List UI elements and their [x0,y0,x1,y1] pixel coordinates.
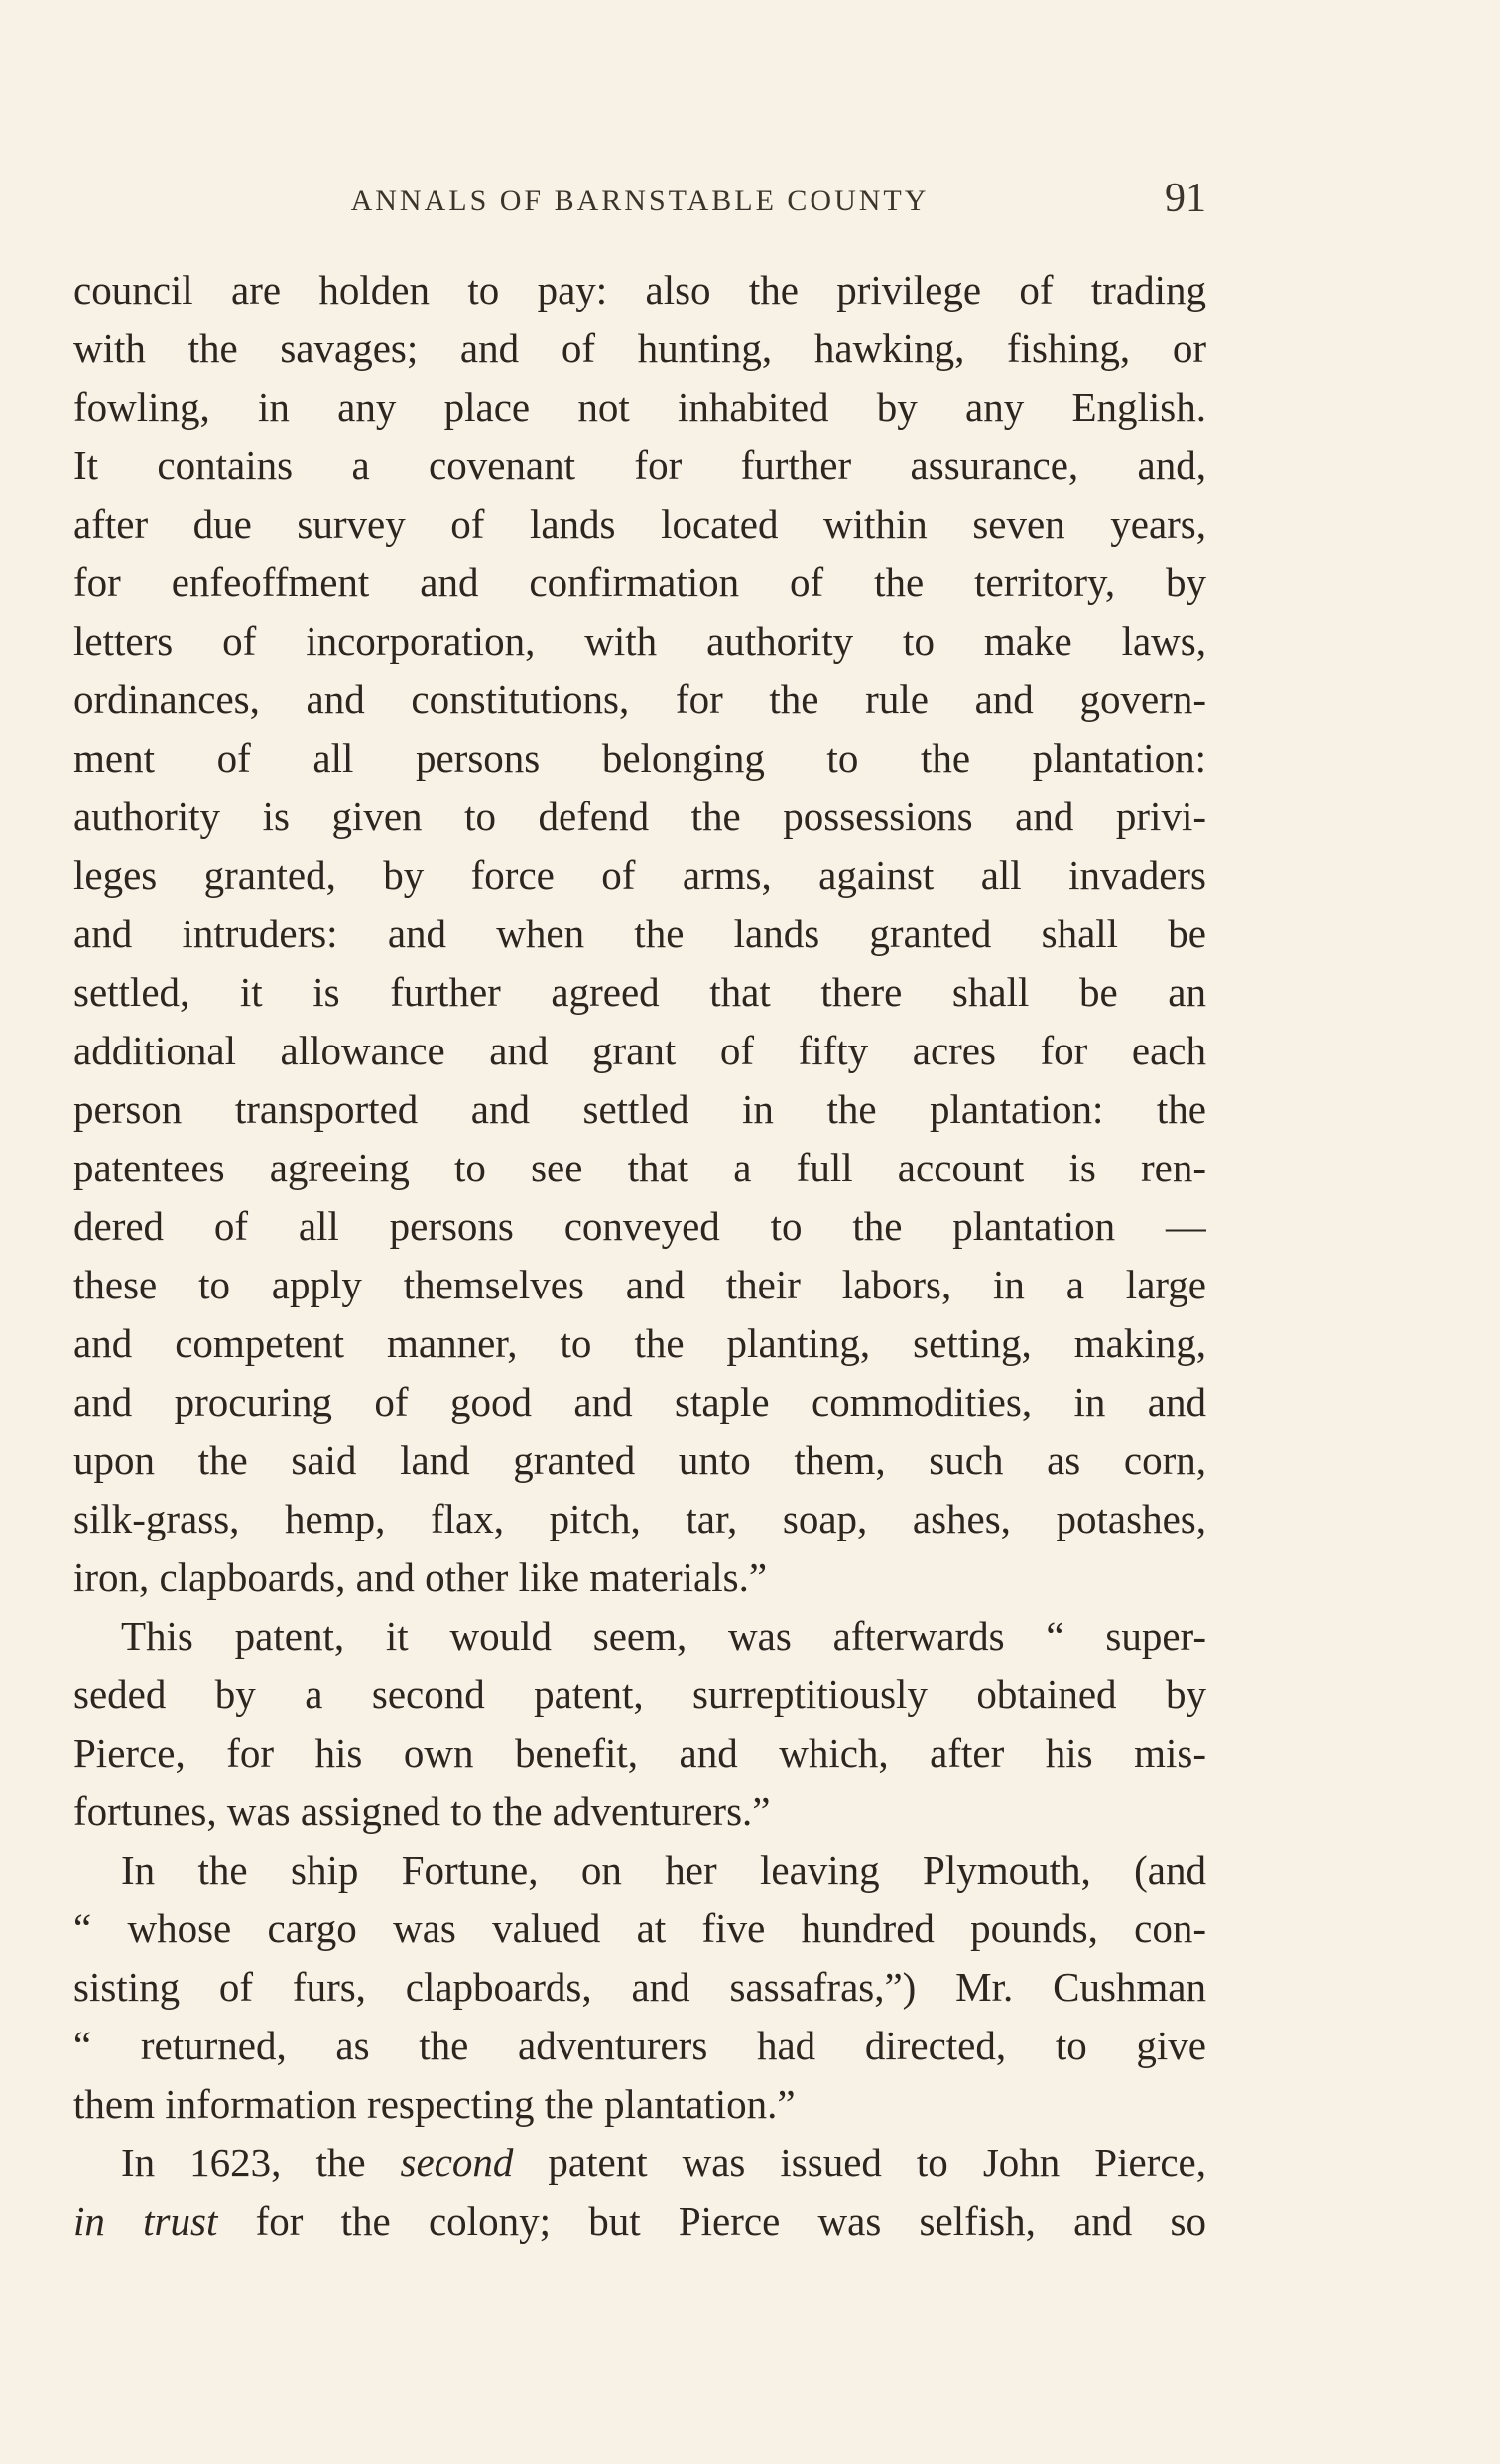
text-line: fortunes, was assigned to the adventurers.” [73,1788,771,1834]
text-line [73,2134,1206,2192]
text-line: iron, clapboards, and other like materials.” [73,1554,768,1600]
text-run: In 1623, the [121,2140,401,2185]
text-line: sisting of furs, clapboards, and sassafras,”) Mr. Cushman [73,1964,1206,2010]
text-line: In the ship Fortune, on her leaving Plymouth, (and [121,1847,1206,1893]
text-line: settled, it is further agreed that there shall be an [73,969,1206,1015]
body-text [73,261,1206,2251]
text-line: for enfeoffment and confirmation of the territory, by [73,559,1206,605]
running-head [73,175,1206,226]
text-line: This patent, it would seem, was afterwards “ super- [121,1613,1206,1659]
text-line: leges granted, by force of arms, against all invaders [73,852,1206,898]
text-line [73,2192,1206,2251]
text-line: dered of all persons conveyed to the plantation — [73,1203,1206,1249]
italic-word: second [400,2140,514,2185]
text-line: upon the said land granted unto them, such as corn, [73,1437,1206,1483]
text-line: after due survey of lands located within seven years, [73,501,1206,547]
text-line: person transported and settled in the plantation: the [73,1086,1206,1132]
text-line: letters of incorporation, with authority to make laws, [73,618,1206,664]
text-line: Pierce, for his own benefit, and which, after his mis- [73,1730,1206,1776]
text-line: additional allowance and grant of fifty acres for each [73,1028,1206,1073]
text-line: patentees agreeing to see that a full account is ren- [73,1145,1206,1190]
text-line: fowling, in any place not inhabited by any English. [73,384,1206,430]
text-line: “ whose cargo was valued at five hundred pounds, con- [73,1906,1206,1951]
text-run: patent was issued to John Pierce, [513,2140,1206,2185]
text-run: for the colony; but Pierce was selfish, and so [217,2198,1206,2244]
text-line: authority is given to defend the possessions and privi- [73,794,1206,839]
text-line: and intruders: and when the lands granted shall be [73,911,1206,956]
text-line: with the savages; and of hunting, hawking, fishing, or [73,325,1206,371]
text-line: and procuring of good and staple commodities, in and [73,1379,1206,1424]
text-line: these to apply themselves and their labors, in a large [73,1262,1206,1307]
italic-phrase: in trust [73,2198,218,2244]
text-line: them information respecting the plantation.” [73,2081,796,2127]
running-title: ANNALS OF BARNSTABLE COUNTY [350,185,930,217]
text-line: ordinances, and constitutions, for the rule and govern- [73,677,1206,722]
text-line: seded by a second patent, surreptitiously obtained by [73,1671,1206,1717]
page-number: 91 [1165,176,1206,221]
text-line: silk-grass, hemp, flax, pitch, tar, soap, ashes, potashes, [73,1496,1206,1541]
text-line: ment of all persons belonging to the plantation: [73,735,1206,781]
text-line: It contains a covenant for further assurance, and, [73,442,1206,488]
text-line: council are holden to pay: also the privilege of trading [73,267,1206,312]
text-line: and competent manner, to the planting, setting, making, [73,1320,1206,1366]
text-line: “ returned, as the adventurers had directed, to give [73,2023,1206,2068]
